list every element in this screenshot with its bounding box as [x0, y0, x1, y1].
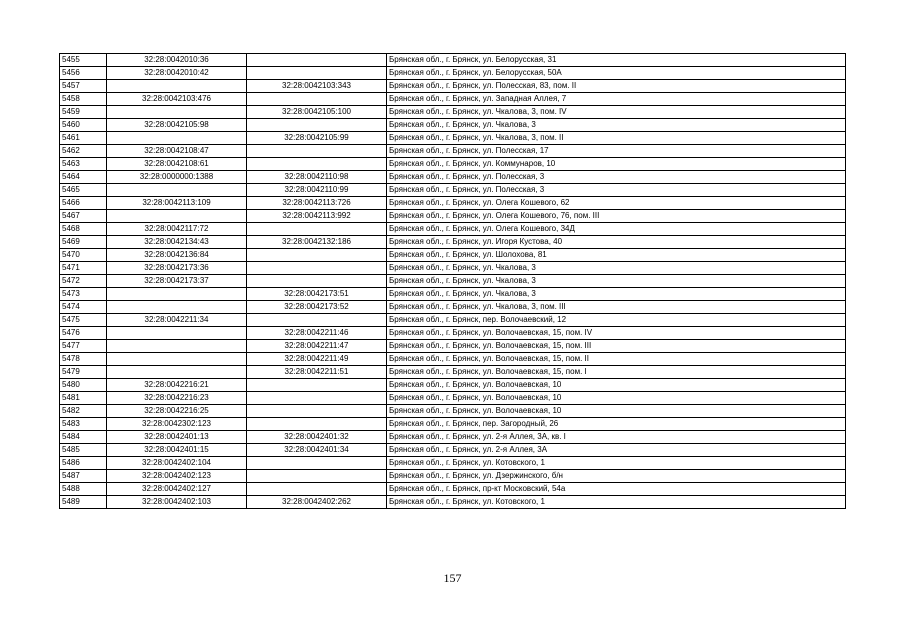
cadastral-number-cell: 32:28:0042216:25 — [107, 405, 247, 418]
address-cell: Брянская обл., г. Брянск, ул. Волочаевская, 10 — [387, 405, 846, 418]
cadastral-number-cell: 32:28:0042173:36 — [107, 262, 247, 275]
table-row — [60, 158, 846, 171]
related-cadastral-number-cell: 32:28:0042402:262 — [247, 496, 387, 509]
cadastral-number-cell — [107, 80, 247, 93]
table-row — [60, 392, 846, 405]
row-number-cell: 5467 — [60, 210, 107, 223]
related-cadastral-number-cell: 32:28:0042105:99 — [247, 132, 387, 145]
row-number-cell: 5471 — [60, 262, 107, 275]
address-cell: Брянская обл., г. Брянск, ул. Чкалова, 3, пом. II — [387, 132, 846, 145]
table-row — [60, 132, 846, 145]
row-number-cell: 5459 — [60, 106, 107, 119]
cadastral-number-cell — [107, 340, 247, 353]
related-cadastral-number-cell — [247, 145, 387, 158]
table-row — [60, 418, 846, 431]
address-cell: Брянская обл., г. Брянск, ул. Котовского, 1 — [387, 457, 846, 470]
row-number-cell: 5480 — [60, 379, 107, 392]
row-number-cell: 5472 — [60, 275, 107, 288]
table-row — [60, 405, 846, 418]
address-cell: Брянская обл., г. Брянск, ул. Полесская, 17 — [387, 145, 846, 158]
related-cadastral-number-cell: 32:28:0042211:47 — [247, 340, 387, 353]
row-number-cell: 5463 — [60, 158, 107, 171]
related-cadastral-number-cell: 32:28:0042113:992 — [247, 210, 387, 223]
related-cadastral-number-cell — [247, 275, 387, 288]
cadastral-number-cell: 32:28:0042216:21 — [107, 379, 247, 392]
row-number-cell: 5457 — [60, 80, 107, 93]
row-number-cell: 5479 — [60, 366, 107, 379]
row-number-cell: 5487 — [60, 470, 107, 483]
row-number-cell: 5468 — [60, 223, 107, 236]
table-row — [60, 379, 846, 392]
cadastral-number-cell — [107, 288, 247, 301]
table-row — [60, 171, 846, 184]
table-row — [60, 210, 846, 223]
address-cell: Брянская обл., г. Брянск, ул. Полесская, 83, пом. II — [387, 80, 846, 93]
row-number-cell: 5485 — [60, 444, 107, 457]
address-cell: Брянская обл., г. Брянск, ул. Полесская, 3 — [387, 171, 846, 184]
cadastral-number-cell: 32:28:0042136:84 — [107, 249, 247, 262]
cadastral-number-cell — [107, 366, 247, 379]
cadastral-number-cell: 32:28:0042173:37 — [107, 275, 247, 288]
address-cell: Брянская обл., г. Брянск, ул. Белорусская, 31 — [387, 54, 846, 67]
cadastral-number-cell: 32:28:0042010:36 — [107, 54, 247, 67]
table-row — [60, 366, 846, 379]
related-cadastral-number-cell: 32:28:0042132:186 — [247, 236, 387, 249]
address-cell: Брянская обл., г. Брянск, ул. Белорусская, 50А — [387, 67, 846, 80]
address-cell: Брянская обл., г. Брянск, ул. Дзержинского, б/н — [387, 470, 846, 483]
page-number: 157 — [443, 571, 462, 585]
row-number-cell: 5474 — [60, 301, 107, 314]
address-cell: Брянская обл., г. Брянск, пер. Загородный, 26 — [387, 418, 846, 431]
table-row — [60, 106, 846, 119]
address-cell: Брянская обл., г. Брянск, ул. Игоря Кустова, 40 — [387, 236, 846, 249]
address-cell: Брянская обл., г. Брянск, ул. Чкалова, 3 — [387, 119, 846, 132]
cadastral-number-cell: 32:28:0042105:98 — [107, 119, 247, 132]
table-row — [60, 457, 846, 470]
row-number-cell: 5461 — [60, 132, 107, 145]
table-row — [60, 496, 846, 509]
row-number-cell: 5482 — [60, 405, 107, 418]
row-number-cell: 5477 — [60, 340, 107, 353]
address-cell: Брянская обл., г. Брянск, ул. Олега Кошевого, 34Д — [387, 223, 846, 236]
row-number-cell: 5455 — [60, 54, 107, 67]
address-cell: Брянская обл., г. Брянск, ул. Волочаевская, 10 — [387, 392, 846, 405]
table-row — [60, 288, 846, 301]
row-number-cell: 5478 — [60, 353, 107, 366]
cadastral-number-cell: 32:28:0042402:127 — [107, 483, 247, 496]
related-cadastral-number-cell — [247, 93, 387, 106]
related-cadastral-number-cell: 32:28:0042110:99 — [247, 184, 387, 197]
address-cell: Брянская обл., г. Брянск, ул. Чкалова, 3 — [387, 275, 846, 288]
related-cadastral-number-cell — [247, 379, 387, 392]
cadastral-number-cell: 32:28:0042211:34 — [107, 314, 247, 327]
address-cell: Брянская обл., г. Брянск, ул. Коммунаров, 10 — [387, 158, 846, 171]
cadastral-number-cell: 32:28:0042402:104 — [107, 457, 247, 470]
cadastral-number-cell — [107, 353, 247, 366]
table-row — [60, 353, 846, 366]
table-row — [60, 314, 846, 327]
address-cell: Брянская обл., г. Брянск, ул. 2-я Аллея, 3А — [387, 444, 846, 457]
cadastral-number-cell: 32:28:0042117:72 — [107, 223, 247, 236]
row-number-cell: 5466 — [60, 197, 107, 210]
related-cadastral-number-cell — [247, 314, 387, 327]
row-number-cell: 5470 — [60, 249, 107, 262]
address-cell: Брянская обл., г. Брянск, ул. Волочаевская, 15, пом. III — [387, 340, 846, 353]
table-row — [60, 262, 846, 275]
related-cadastral-number-cell — [247, 457, 387, 470]
related-cadastral-number-cell — [247, 262, 387, 275]
row-number-cell: 5462 — [60, 145, 107, 158]
registry-table — [59, 53, 846, 509]
cadastral-number-cell: 32:28:0042402:103 — [107, 496, 247, 509]
cadastral-number-cell: 32:28:0042302:123 — [107, 418, 247, 431]
related-cadastral-number-cell — [247, 119, 387, 132]
address-cell: Брянская обл., г. Брянск, ул. Котовского, 1 — [387, 496, 846, 509]
address-cell: Брянская обл., г. Брянск, ул. Волочаевская, 15, пом. I — [387, 366, 846, 379]
address-cell: Брянская обл., г. Брянск, ул. Чкалова, 3, пом. III — [387, 301, 846, 314]
cadastral-number-cell — [107, 327, 247, 340]
related-cadastral-number-cell: 32:28:0042105:100 — [247, 106, 387, 119]
row-number-cell: 5475 — [60, 314, 107, 327]
row-number-cell: 5458 — [60, 93, 107, 106]
address-cell: Брянская обл., г. Брянск, ул. Волочаевская, 15, пом. II — [387, 353, 846, 366]
cadastral-number-cell: 32:28:0042401:13 — [107, 431, 247, 444]
cadastral-number-cell — [107, 210, 247, 223]
cadastral-number-cell — [107, 184, 247, 197]
row-number-cell: 5476 — [60, 327, 107, 340]
related-cadastral-number-cell: 32:28:0042211:51 — [247, 366, 387, 379]
table-row — [60, 197, 846, 210]
cadastral-number-cell: 32:28:0042401:15 — [107, 444, 247, 457]
table-row — [60, 67, 846, 80]
address-cell: Брянская обл., г. Брянск, ул. Шолохова, 81 — [387, 249, 846, 262]
row-number-cell: 5465 — [60, 184, 107, 197]
table-row — [60, 249, 846, 262]
cadastral-number-cell: 32:28:0042216:23 — [107, 392, 247, 405]
registry-table-body — [60, 54, 846, 509]
row-number-cell: 5456 — [60, 67, 107, 80]
table-row — [60, 119, 846, 132]
cadastral-number-cell: 32:28:0000000:1388 — [107, 171, 247, 184]
cadastral-number-cell — [107, 106, 247, 119]
related-cadastral-number-cell: 32:28:0042401:34 — [247, 444, 387, 457]
related-cadastral-number-cell: 32:28:0042401:32 — [247, 431, 387, 444]
table-row — [60, 431, 846, 444]
address-cell: Брянская обл., г. Брянск, ул. Олега Кошевого, 76, пом. III — [387, 210, 846, 223]
related-cadastral-number-cell — [247, 405, 387, 418]
related-cadastral-number-cell — [247, 249, 387, 262]
table-row — [60, 444, 846, 457]
address-cell: Брянская обл., г. Брянск, ул. Олега Кошевого, 62 — [387, 197, 846, 210]
table-row — [60, 54, 846, 67]
related-cadastral-number-cell — [247, 158, 387, 171]
address-cell: Брянская обл., г. Брянск, пр-кт Московский, 54а — [387, 483, 846, 496]
row-number-cell: 5460 — [60, 119, 107, 132]
address-cell: Брянская обл., г. Брянск, ул. Чкалова, 3 — [387, 262, 846, 275]
table-row — [60, 80, 846, 93]
cadastral-number-cell: 32:28:0042010:42 — [107, 67, 247, 80]
related-cadastral-number-cell: 32:28:0042113:726 — [247, 197, 387, 210]
table-row — [60, 483, 846, 496]
related-cadastral-number-cell: 32:28:0042110:98 — [247, 171, 387, 184]
address-cell: Брянская обл., г. Брянск, ул. Волочаевская, 15, пом. IV — [387, 327, 846, 340]
table-row — [60, 93, 846, 106]
cadastral-number-cell: 32:28:0042108:47 — [107, 145, 247, 158]
table-row — [60, 340, 846, 353]
cadastral-number-cell: 32:28:0042402:123 — [107, 470, 247, 483]
related-cadastral-number-cell — [247, 67, 387, 80]
table-row — [60, 145, 846, 158]
address-cell: Брянская обл., г. Брянск, ул. Чкалова, 3, пом. IV — [387, 106, 846, 119]
related-cadastral-number-cell: 32:28:0042211:46 — [247, 327, 387, 340]
address-cell: Брянская обл., г. Брянск, ул. Полесская, 3 — [387, 184, 846, 197]
table-row — [60, 223, 846, 236]
address-cell: Брянская обл., г. Брянск, пер. Волочаевский, 12 — [387, 314, 846, 327]
related-cadastral-number-cell — [247, 392, 387, 405]
address-cell: Брянская обл., г. Брянск, ул. 2-я Аллея, 3А, кв. I — [387, 431, 846, 444]
cadastral-number-cell: 32:28:0042113:109 — [107, 197, 247, 210]
row-number-cell: 5486 — [60, 457, 107, 470]
row-number-cell: 5489 — [60, 496, 107, 509]
address-cell: Брянская обл., г. Брянск, ул. Волочаевская, 10 — [387, 379, 846, 392]
related-cadastral-number-cell: 32:28:0042173:51 — [247, 288, 387, 301]
row-number-cell: 5464 — [60, 171, 107, 184]
table-row — [60, 470, 846, 483]
table-row — [60, 275, 846, 288]
related-cadastral-number-cell: 32:28:0042211:49 — [247, 353, 387, 366]
row-number-cell: 5488 — [60, 483, 107, 496]
cadastral-number-cell — [107, 132, 247, 145]
table-row — [60, 301, 846, 314]
row-number-cell: 5469 — [60, 236, 107, 249]
table-row — [60, 184, 846, 197]
related-cadastral-number-cell: 32:28:0042173:52 — [247, 301, 387, 314]
address-cell: Брянская обл., г. Брянск, ул. Западная Аллея, 7 — [387, 93, 846, 106]
row-number-cell: 5481 — [60, 392, 107, 405]
row-number-cell: 5484 — [60, 431, 107, 444]
row-number-cell: 5483 — [60, 418, 107, 431]
address-cell: Брянская обл., г. Брянск, ул. Чкалова, 3 — [387, 288, 846, 301]
cadastral-number-cell: 32:28:0042103:476 — [107, 93, 247, 106]
related-cadastral-number-cell — [247, 483, 387, 496]
table-row — [60, 236, 846, 249]
cadastral-number-cell: 32:28:0042108:61 — [107, 158, 247, 171]
related-cadastral-number-cell — [247, 223, 387, 236]
cadastral-number-cell — [107, 301, 247, 314]
related-cadastral-number-cell — [247, 418, 387, 431]
table-row — [60, 327, 846, 340]
related-cadastral-number-cell — [247, 470, 387, 483]
row-number-cell: 5473 — [60, 288, 107, 301]
related-cadastral-number-cell: 32:28:0042103:343 — [247, 80, 387, 93]
related-cadastral-number-cell — [247, 54, 387, 67]
cadastral-number-cell: 32:28:0042134:43 — [107, 236, 247, 249]
